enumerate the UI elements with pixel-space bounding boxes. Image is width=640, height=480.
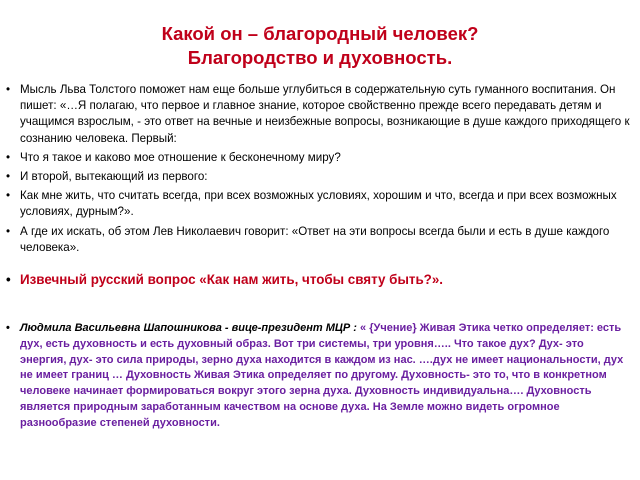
bullet-highlight-question: • Извечный русский вопрос «Как нам жить, чтобы святу быть?». — [6, 271, 630, 289]
slide-title — [0, 22, 640, 70]
quote-text: « {Учение} Живая Этика четко определяет: есть дух, есть духовность и есть духовный образ. Вот три системы, три уровня….. Что такое дух? Дух- это энергия, дух- это сила природы, зерно духа находится в каждом из нас. ….дух не имеет национальности, дух не имеет границ … Духовность Живая Этика определяет по другому. Духовность- это то, что в конкретном человеке начинает формироваться вокруг этого зерна духа. Духовность индивидуальна…. Духовность является природным заработанным качеством на основе духа. На Земле можно видеть огромное разнообразие степеней духовности. — [20, 322, 624, 429]
bullet-list — [6, 82, 630, 435]
bullet-quote — [6, 321, 630, 432]
bullet-question-2: • Как мне жить, что считать всегда, при всех возможных условиях, хорошим и что, всегда и при всех возможных условиях, дурным?». — [6, 188, 630, 220]
bullet-answer: • А где их искать, об этом Лев Николаевич говорит: «Ответ на эти вопросы всегда были и есть в душе каждого человека». — [6, 224, 630, 256]
bullet-question-1: • Что я такое и каково мое отношение к бесконечному миру? — [6, 150, 630, 166]
bullet-tolstoy-intro: • Мысль Льва Толстого поможет нам еще больше углубиться в содержательную суть гуманного воспитания. Он пишет: «…Я полагаю, что первое и главное знание, которое свойственно прежде всего передавать детям и учащимся взрослым, - это ответ на вечные и неизбежные вопросы, возникающие в душе каждого приходящего к сознанию человека. Первый: — [6, 82, 630, 147]
title-line-2: Благородство и духовность. — [187, 47, 453, 68]
title-line-1: Какой он – благородный человек? — [161, 23, 479, 44]
bullet-second: • И второй, вытекающий из первого: — [6, 169, 630, 185]
quote-author: Людмила Васильевна Шапошникова - вице-президент МЦР : — [20, 322, 357, 335]
